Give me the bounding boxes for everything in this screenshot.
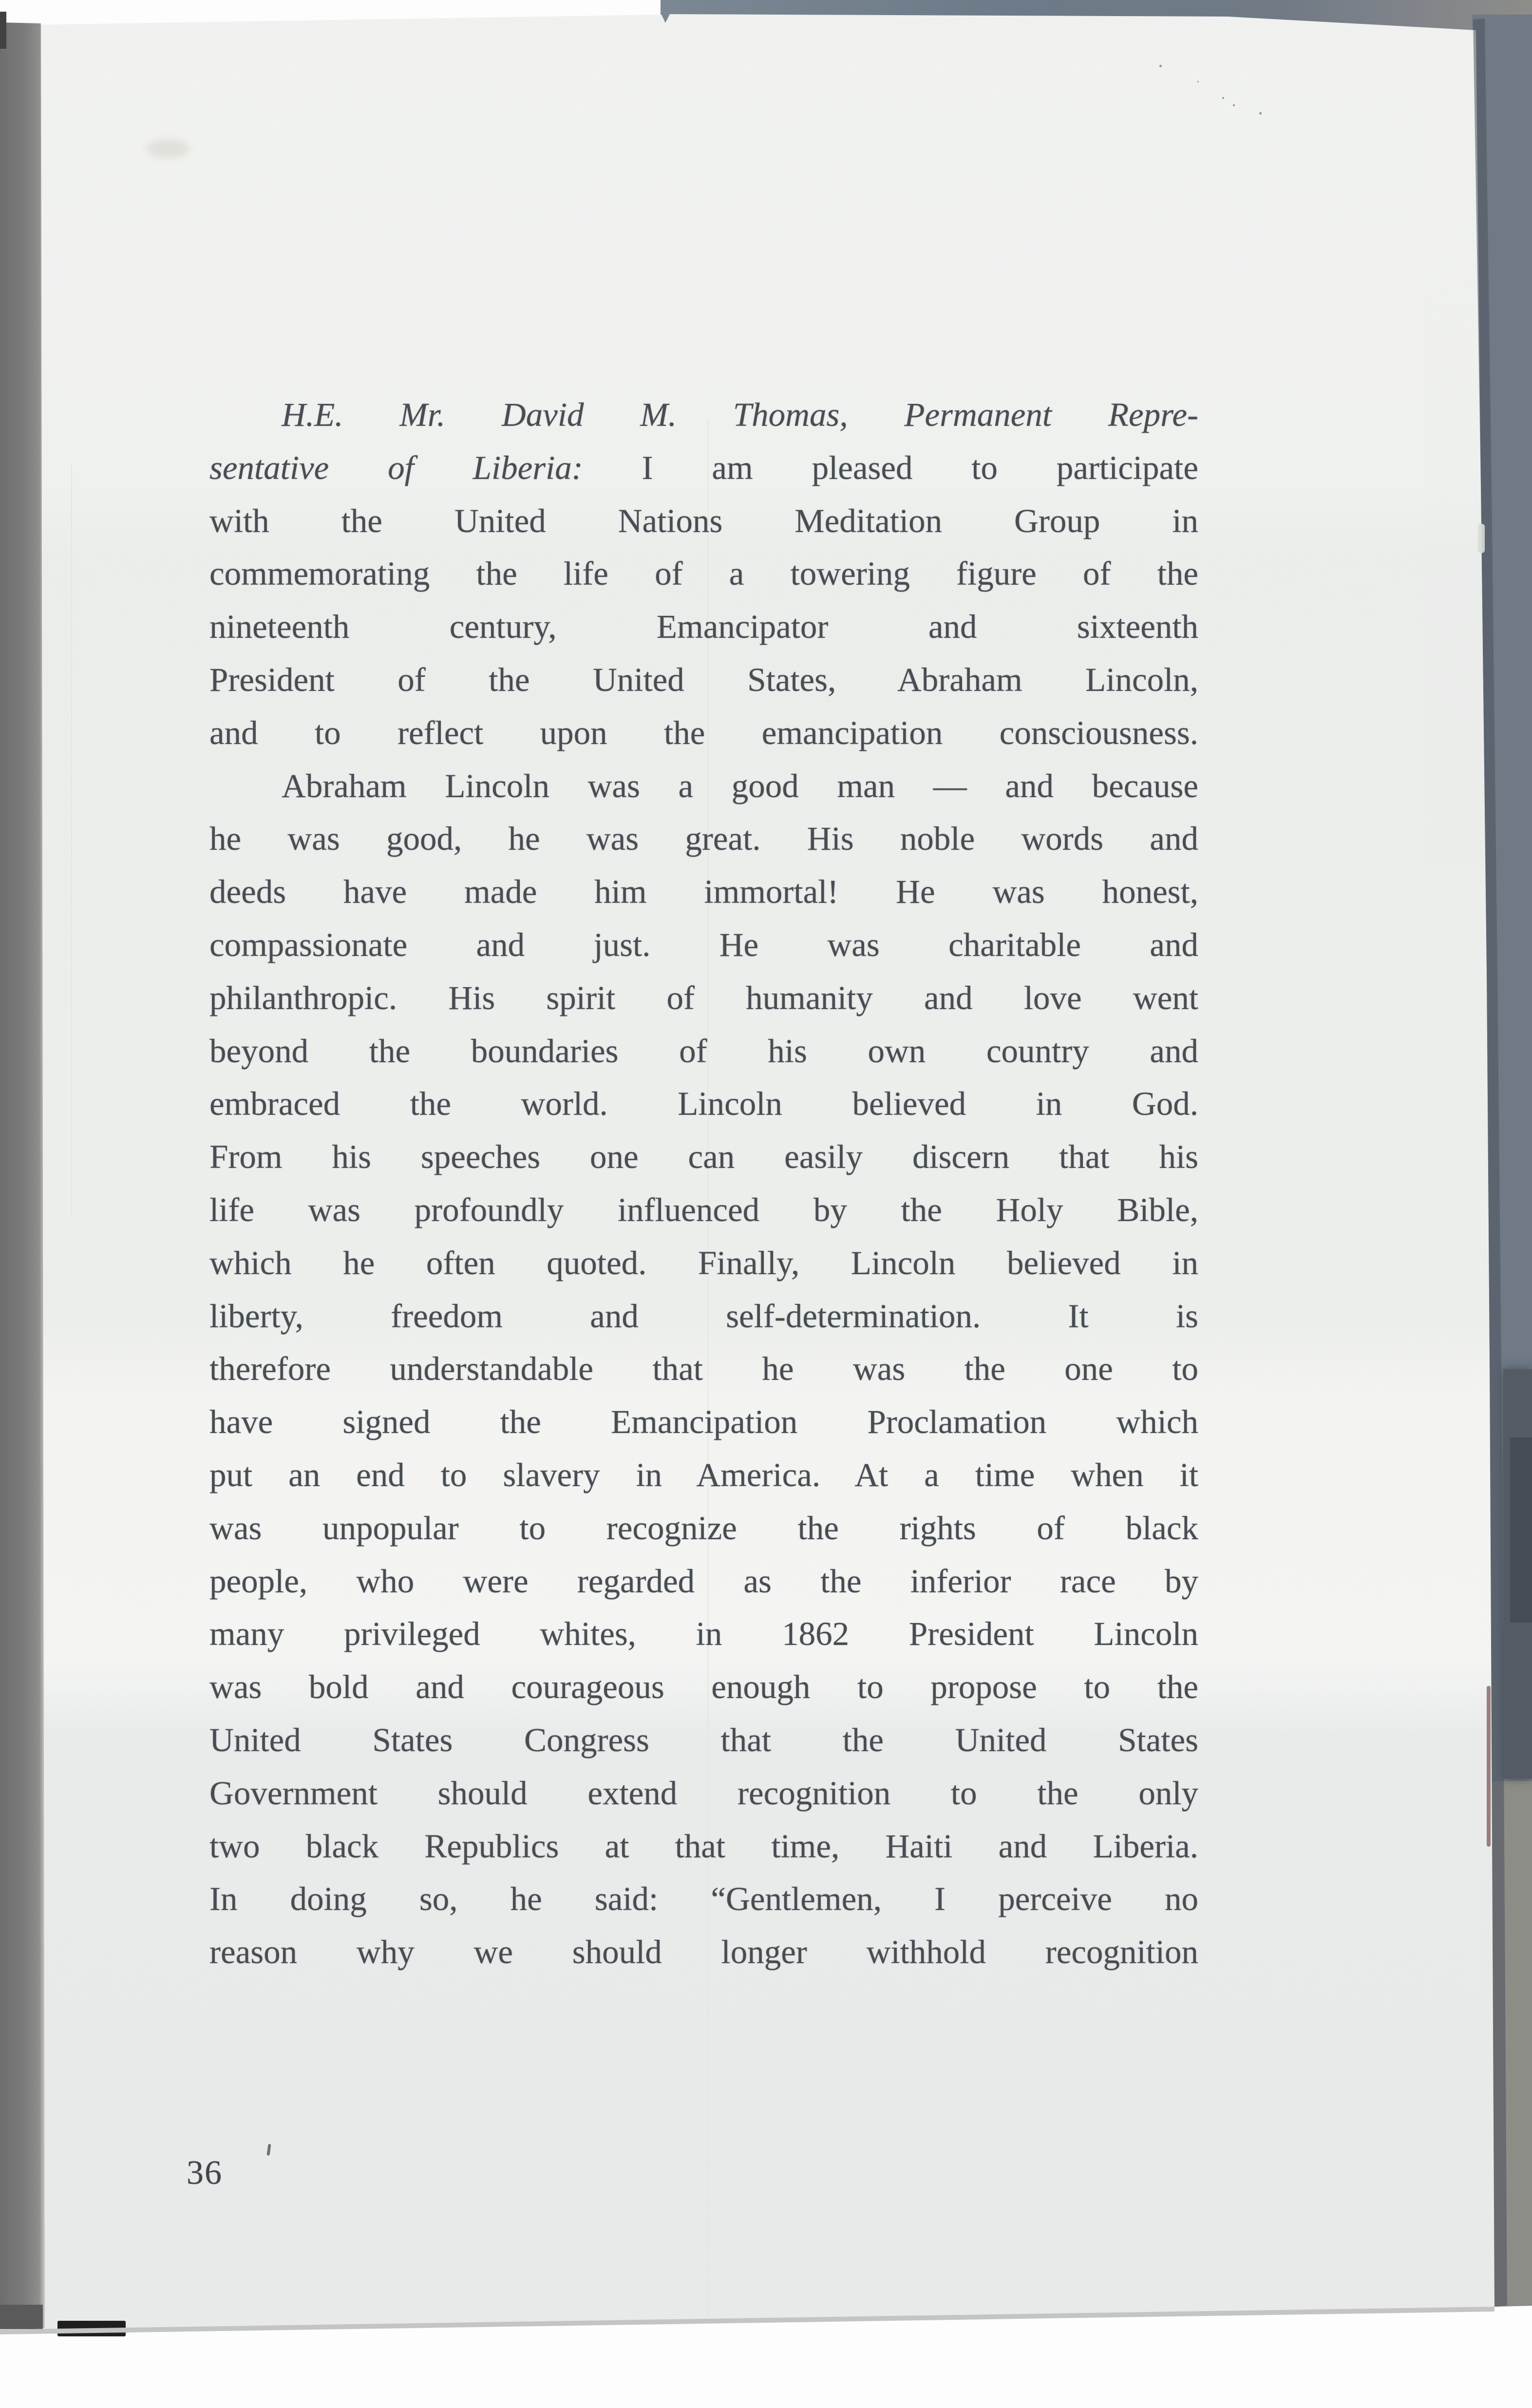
- text-run: with the United Nations Meditation Group in: [209, 502, 1198, 539]
- text-run: have signed the Emancipation Proclamation which: [209, 1403, 1198, 1441]
- binding-gutter-shadow: [0, 22, 45, 2328]
- text-run: commemorating the life of a towering figure of the: [209, 555, 1198, 592]
- text-line: [209, 1661, 1198, 1714]
- text-line: [209, 760, 1198, 813]
- text-line: [209, 1767, 1198, 1820]
- text-run-italic: sentative of Liberia:: [209, 449, 642, 486]
- dust-speck: [1233, 104, 1235, 106]
- text-line: [209, 1395, 1198, 1449]
- text-line: [209, 1926, 1198, 1979]
- text-line: [209, 1184, 1198, 1237]
- text-line: [209, 441, 1198, 495]
- page-edge-red-mark: [1487, 1686, 1491, 1847]
- text-run: was unpopular to recognize the rights of black: [209, 1509, 1198, 1547]
- text-line: [209, 812, 1198, 865]
- paper-crease: [71, 463, 72, 1218]
- text-line: [209, 1820, 1198, 1873]
- text-line: [209, 1555, 1198, 1608]
- text-line: [209, 547, 1198, 600]
- text-line: [209, 918, 1198, 972]
- text-run: liberty, freedom and self-determination. It is: [209, 1297, 1198, 1335]
- text-line: [209, 1025, 1198, 1078]
- text-line: [209, 495, 1198, 548]
- text-line: [209, 1130, 1198, 1184]
- text-run: therefore understandable that he was the one to: [209, 1350, 1198, 1388]
- text-line: [209, 600, 1198, 653]
- text-line: [209, 865, 1198, 918]
- text-line: [209, 1714, 1198, 1767]
- text-run: nineteenth century, Emancipator and sixteenth: [209, 608, 1198, 646]
- text-run: which he often quoted. Finally, Lincoln believed in: [209, 1244, 1198, 1281]
- paper-smudge: [146, 139, 190, 158]
- text-line: [209, 707, 1198, 760]
- text-run: reason why we should longer withhold recognition: [209, 1933, 1198, 1971]
- text-run: embraced the world. Lincoln believed in God.: [209, 1085, 1198, 1123]
- text-line: [209, 1502, 1198, 1555]
- dust-speck: [1259, 112, 1262, 115]
- page-number: 36: [187, 2154, 223, 2192]
- page-edge-nick: [1478, 524, 1485, 553]
- gutter-top-sliver: [0, 12, 6, 49]
- dust-speck: [1197, 81, 1199, 82]
- text-run: put an end to slavery in America. At a time when it: [209, 1456, 1198, 1493]
- dust-speck: [1159, 65, 1162, 67]
- text-line: [209, 1290, 1198, 1343]
- text-run: Government should extend recognition to the only: [209, 1774, 1198, 1812]
- scan-dark-patch-inner: [1510, 1437, 1532, 1623]
- text-run: two black Republics at that time, Haiti and Liberia.: [209, 1827, 1198, 1865]
- text-run: and to reflect upon the emancipation consciousness.: [209, 714, 1198, 751]
- text-run: he was good, he was great. His noble words and: [209, 820, 1198, 858]
- text-line: [209, 1342, 1198, 1395]
- text-line: [209, 1077, 1198, 1130]
- text-line: [209, 388, 1198, 441]
- text-run: beyond the boundaries of his own country and: [209, 1032, 1198, 1070]
- dust-speck: [1222, 97, 1224, 99]
- text-run: compassionate and just. He was charitable and: [209, 926, 1198, 963]
- text-run: was bold and courageous enough to propose to the: [209, 1668, 1198, 1706]
- text-line: [209, 1237, 1198, 1290]
- text-line: [209, 1449, 1198, 1502]
- text-line: [209, 972, 1198, 1025]
- gutter-bottom-dark: [0, 2305, 43, 2329]
- text-line: [209, 1873, 1198, 1926]
- text-run: life was profoundly influenced by the Holy Bible,: [209, 1191, 1198, 1228]
- text-run: deeds have made him immortal! He was honest,: [209, 873, 1198, 911]
- text-run: Abraham Lincoln was a good man — and because: [282, 767, 1198, 804]
- body-text: [209, 388, 1198, 1979]
- text-run-italic: H.E. Mr. David M. Thomas, Permanent Repre-: [282, 396, 1198, 433]
- text-line: [209, 1607, 1198, 1661]
- text-line: [209, 653, 1198, 707]
- text-run: people, who were regarded as the inferior race by: [209, 1562, 1198, 1600]
- text-run: From his speeches one can easily discern that his: [209, 1138, 1198, 1176]
- text-run: many privileged whites, in 1862 President Lincoln: [209, 1615, 1198, 1653]
- text-run: philanthropic. His spirit of humanity and love went: [209, 979, 1198, 1016]
- text-run: President of the United States, Abraham Lincoln,: [209, 661, 1198, 698]
- text-run: I am pleased to participate: [642, 449, 1198, 486]
- text-run: In doing so, he said: “Gentlemen, I perceive no: [209, 1880, 1198, 1918]
- text-run: United States Congress that the United States: [209, 1721, 1198, 1758]
